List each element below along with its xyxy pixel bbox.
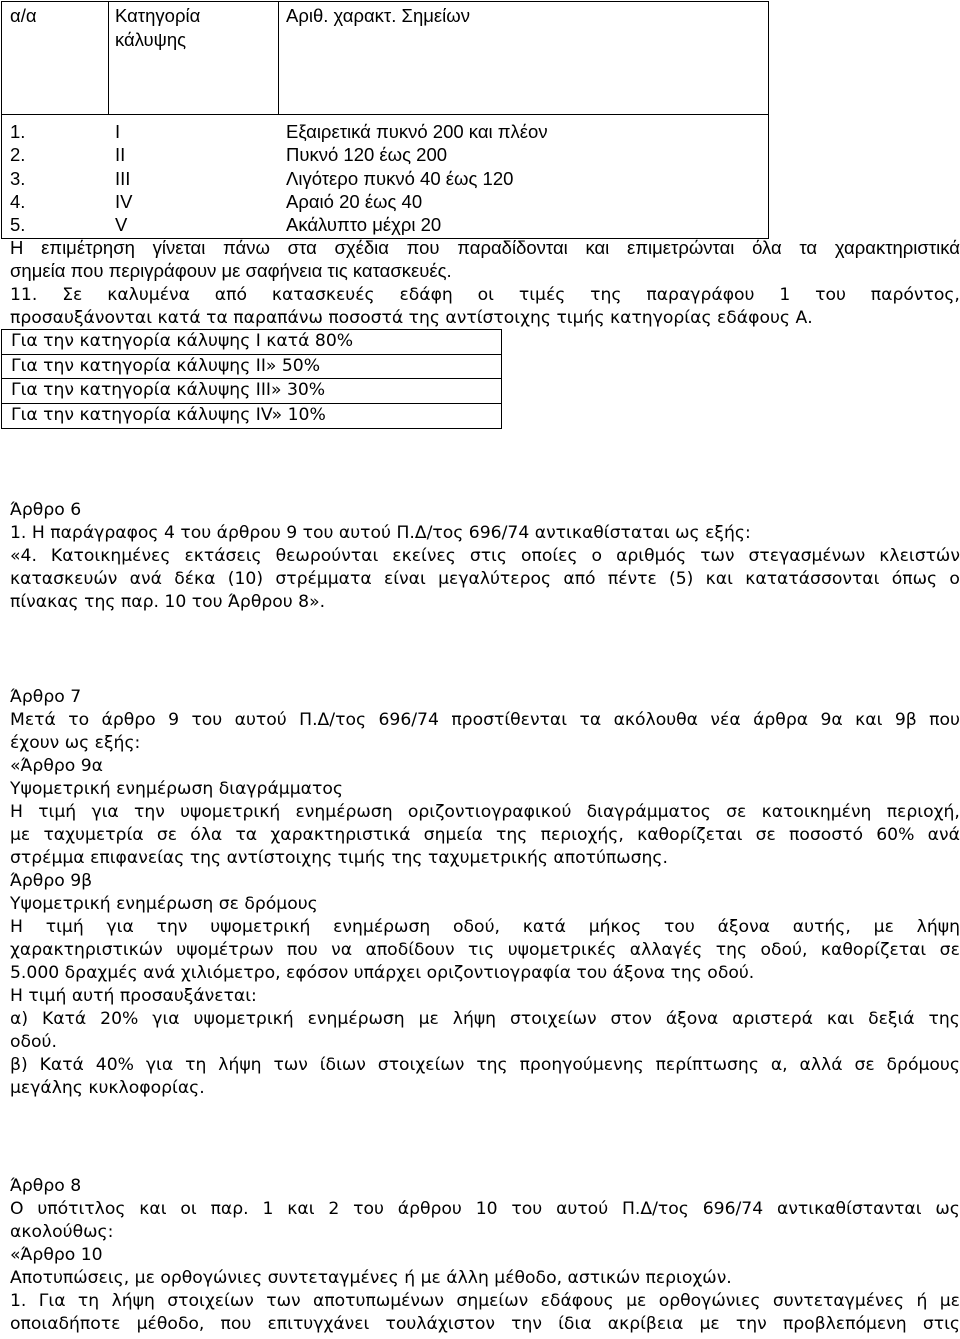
word: κλειστών xyxy=(879,546,960,566)
word: κατασκευών xyxy=(10,569,118,589)
word: μέθοδο, xyxy=(136,1314,205,1334)
word: ακρίβεια xyxy=(607,1314,684,1334)
word: τα xyxy=(579,710,602,730)
word: και xyxy=(585,237,610,258)
word: Για xyxy=(38,1291,66,1311)
word: κατατάσσονται xyxy=(745,569,880,589)
word: λήψη xyxy=(916,917,960,937)
word: 60% xyxy=(876,825,915,845)
word: στοιχείων xyxy=(510,1009,597,1029)
word: αριστερά xyxy=(732,1009,813,1029)
row-category: III xyxy=(115,167,131,189)
word: 2 xyxy=(328,1199,340,1219)
word: οριζοντιογραφικού xyxy=(407,802,572,822)
word: Κατά xyxy=(41,1009,87,1029)
word: χαρακτηριστικά xyxy=(834,237,960,258)
word: ο xyxy=(591,546,603,566)
surcharge-row: Για την κατηγορία κάλυψης III» 30% xyxy=(2,379,501,404)
word: προστίθενται xyxy=(451,710,568,730)
word: των xyxy=(266,1291,301,1311)
article-7-intro-line: έχουν ως εξής: xyxy=(10,733,141,753)
increase-intro: Η τιμή αυτή προσαυξάνεται: xyxy=(10,986,257,1006)
word: την xyxy=(156,917,188,937)
word: για xyxy=(145,1055,174,1075)
article-8 xyxy=(10,1175,960,1336)
word: παραδίδονται xyxy=(457,237,568,258)
word: επιμετρώνται xyxy=(626,237,735,258)
row-number: 2. xyxy=(10,144,26,166)
row-number: 5. xyxy=(10,214,26,235)
word: 9α xyxy=(820,710,843,730)
word: ενημέρωση xyxy=(333,917,431,937)
word: οδού, xyxy=(453,917,500,937)
word: 9β xyxy=(894,710,917,730)
word: οποιαδήποτε xyxy=(10,1314,121,1334)
word: και xyxy=(139,1199,167,1219)
word: του xyxy=(815,285,846,305)
article-9a-body-line: στρέμμα επιφανείας της αντίστοιχης τιμής της ταχυμετρικής αποτύπωσης. xyxy=(10,848,668,868)
measurement-note xyxy=(10,236,960,282)
word: ακόλουθα xyxy=(613,710,699,730)
word: του xyxy=(511,1199,543,1219)
word: οι xyxy=(477,285,494,305)
word: Κατά xyxy=(39,1055,84,1075)
word: αριθμός xyxy=(616,546,687,566)
word: Η xyxy=(10,802,23,822)
word: ταχυμετρία xyxy=(43,825,144,845)
row-number: 4. xyxy=(10,190,26,212)
word: παραγράφου xyxy=(646,285,755,305)
word: ποσοστό xyxy=(789,825,864,845)
word: τη xyxy=(185,1055,207,1075)
word: Π.Δ/τος xyxy=(621,1199,689,1219)
word: αυτής, xyxy=(792,917,851,937)
row-category: V xyxy=(115,214,128,235)
word: την xyxy=(511,1314,542,1334)
surcharge-row: Για την κατηγορία κάλυψης I κατά 80% xyxy=(2,330,501,355)
word: κατά xyxy=(522,917,566,937)
word: λήψη xyxy=(452,1009,497,1029)
word: προηγούμενης xyxy=(519,1055,644,1075)
article-10-title: «Άρθρο 10 xyxy=(10,1245,103,1265)
word: για xyxy=(152,1009,180,1029)
word: ως xyxy=(935,1199,960,1219)
word: σε xyxy=(156,825,178,845)
article-9a-title: «Άρθρο 9α xyxy=(10,756,103,776)
word: (10) xyxy=(227,569,264,589)
word: με xyxy=(699,1314,720,1334)
word: λήψη xyxy=(218,1055,262,1075)
row-description: Λιγότερο πυκνό 40 έως 120 xyxy=(286,167,514,189)
word: 10 xyxy=(475,1199,498,1219)
word: σημείων xyxy=(456,1291,529,1311)
word: παρ. xyxy=(210,1199,249,1219)
word: υψομετρική xyxy=(193,1009,294,1029)
word: των xyxy=(273,1055,308,1075)
word: δεξιά xyxy=(868,1009,915,1029)
word: περιοχή, xyxy=(886,802,960,822)
word: ορθογώνιες xyxy=(658,1291,761,1311)
word: την xyxy=(134,802,165,822)
word: και xyxy=(705,569,733,589)
word: τις xyxy=(468,940,495,960)
word: υψομέτρων xyxy=(176,940,274,960)
word: στα xyxy=(287,237,317,258)
word: Η xyxy=(10,917,23,937)
word: τουλάχιστον xyxy=(385,1314,495,1334)
paragraph-line: προσαυξάνονται κατά τα παραπάνω ποσοστά της αντίστοιχης τιμής κατηγορίας εδάφους Α. xyxy=(10,308,813,328)
word: για xyxy=(106,917,134,937)
word: καλυμένα xyxy=(107,285,190,305)
word: ίδια xyxy=(558,1314,592,1334)
word: καθορίζεται xyxy=(637,825,743,845)
word: κατασκευές xyxy=(271,285,375,305)
word: 1. xyxy=(10,1291,27,1311)
word: τη xyxy=(77,1291,100,1311)
word: της xyxy=(476,1055,508,1075)
word: υπότιτλος xyxy=(37,1199,126,1219)
word: και xyxy=(287,1199,315,1219)
word: οποίες xyxy=(520,546,578,566)
word: σε xyxy=(755,825,776,845)
word: ο xyxy=(949,569,960,589)
word: συντεταγμένες xyxy=(772,1291,905,1311)
word: όλα xyxy=(752,237,782,258)
word: 11. xyxy=(10,285,38,305)
word: Μετά xyxy=(10,710,56,730)
article-9b-title: Άρθρο 9β xyxy=(10,871,93,891)
article-10-subtitle: Αποτυπώσεις, με ορθογώνιες συντεταγμένες ή με άλλη μέθοδο, αστικών περιοχών. xyxy=(10,1268,732,1288)
word: εδάφους xyxy=(540,1291,614,1311)
word: που xyxy=(286,940,318,960)
word: της xyxy=(590,285,622,305)
word: άξονα xyxy=(665,1009,719,1029)
word: όλα xyxy=(190,825,223,845)
word: εδάφη xyxy=(399,285,453,305)
word: της xyxy=(928,1009,960,1029)
item-b-line: μεγάλης κυκλοφορίας. xyxy=(10,1078,205,1098)
word: παρόντος, xyxy=(870,285,960,305)
word: στρέμματα xyxy=(275,569,372,589)
word: τιμές xyxy=(518,285,566,305)
word: άξονα xyxy=(717,917,771,937)
description-column xyxy=(286,120,548,236)
word: 1 xyxy=(262,1199,274,1219)
word: Σε xyxy=(62,285,83,305)
word: κατοικημένη xyxy=(761,802,872,822)
row-category: II xyxy=(115,144,126,166)
word: αντικαθίστανται xyxy=(777,1199,922,1219)
word: είναι xyxy=(383,569,426,589)
article-6-line: 1. Η παράγραφος 4 του άρθρου 9 του αυτού Π.Δ/τος 696/74 αντικαθίσταται ως εξής: xyxy=(10,523,751,543)
word: περιοχής, xyxy=(540,825,624,845)
word: β) xyxy=(10,1055,28,1075)
word: με xyxy=(626,1291,647,1311)
word: προβλεπόμενη xyxy=(782,1314,907,1334)
word: στις xyxy=(922,1314,960,1334)
header-points: Αριθ. χαρακτ. Σημείων xyxy=(286,5,470,26)
article-6-title: Άρθρο 6 xyxy=(10,500,82,520)
article-7-title: Άρθρο 7 xyxy=(10,687,82,707)
word: στοιχείων xyxy=(377,1055,465,1075)
word: α, xyxy=(770,1055,788,1075)
article-6 xyxy=(10,499,960,614)
word: άρθρα xyxy=(753,710,809,730)
word: 20% xyxy=(100,1009,139,1029)
header-aa: α/α xyxy=(10,5,37,26)
word: να xyxy=(331,940,353,960)
article-8-intro-line: ακολούθως: xyxy=(10,1222,114,1242)
word: αποδίδουν xyxy=(365,940,455,960)
word: του xyxy=(353,1199,384,1219)
word: σε xyxy=(726,802,747,822)
word: περίπτωσης xyxy=(655,1055,759,1075)
word: ή xyxy=(916,1291,928,1311)
word: δρόμους xyxy=(886,1055,960,1075)
word: όπως xyxy=(891,569,938,589)
row-description: Αραιό 20 έως 40 xyxy=(286,190,423,212)
word: εκείνες xyxy=(392,546,456,566)
word: από xyxy=(214,285,247,305)
word: στον xyxy=(610,1009,652,1029)
word: αλλαγές xyxy=(629,940,703,960)
word: «4. xyxy=(10,546,37,566)
header-category-2: κάλυψης xyxy=(115,29,187,50)
word: και xyxy=(855,710,883,730)
surcharge-row: Για την κατηγορία κάλυψης IV» 10% xyxy=(11,404,326,425)
word: το xyxy=(68,710,90,730)
word: τιμή xyxy=(45,917,84,937)
word: πάνω xyxy=(223,237,270,258)
word: αυτού xyxy=(234,710,287,730)
row-description: Πυκνό 120 έως 200 xyxy=(286,144,448,166)
word: άρθρο xyxy=(101,710,156,730)
word: γίνεται xyxy=(152,237,206,258)
word: ανά xyxy=(927,825,960,845)
word: υψομετρική xyxy=(210,917,311,937)
number-column xyxy=(10,120,25,236)
word: μήκος xyxy=(588,917,642,937)
word: νέα xyxy=(710,710,741,730)
word: υψομετρική xyxy=(180,802,281,822)
word: 40% xyxy=(95,1055,134,1075)
row-number: 1. xyxy=(10,121,26,142)
word: για xyxy=(91,802,119,822)
word: τιμή xyxy=(38,802,77,822)
word: δέκα xyxy=(174,569,216,589)
word: εκτάσεις xyxy=(184,546,262,566)
word: ενημέρωση xyxy=(295,802,393,822)
article-8-title: Άρθρο 8 xyxy=(10,1176,82,1196)
article-9a-subtitle: Υψομετρική ενημέρωση διαγράμματος xyxy=(10,779,343,799)
row-category: I xyxy=(115,121,121,142)
word: στις xyxy=(469,546,507,566)
word: που xyxy=(220,1314,252,1334)
row-number: 3. xyxy=(10,167,26,189)
word: σημεία xyxy=(423,825,483,845)
word: οι xyxy=(180,1199,197,1219)
word: πέντε xyxy=(607,569,657,589)
word: και xyxy=(826,1009,855,1029)
word: σε xyxy=(854,1055,875,1075)
word: Ο xyxy=(10,1199,24,1219)
word: που xyxy=(406,237,440,258)
row-description: Εξαιρετικά πυκνό 200 και πλέον xyxy=(286,121,548,142)
article-7 xyxy=(10,686,960,1100)
word: με xyxy=(418,1009,439,1029)
row-category: IV xyxy=(115,190,133,212)
word: χαρακτηριστικών xyxy=(10,940,163,960)
article-6-body-line: πίνακας της παρ. 10 του Άρθρου 8». xyxy=(10,592,326,612)
word: της xyxy=(715,940,748,960)
word: στεγασμένων xyxy=(748,546,866,566)
word: άρθρου xyxy=(397,1199,462,1219)
word: οδού, xyxy=(760,940,808,960)
word: υψομετρικές xyxy=(507,940,617,960)
word: αποτυπωμένων xyxy=(312,1291,445,1311)
paragraph-11 xyxy=(10,284,960,330)
article-9b-subtitle: Υψομετρική ενημέρωση σε δρόμους xyxy=(10,894,318,914)
word: 9 xyxy=(168,710,180,730)
header-category: Κατηγορία xyxy=(115,5,201,26)
word: θεωρούνται xyxy=(275,546,379,566)
word: ενημέρωση xyxy=(307,1009,405,1029)
word: στοιχείων xyxy=(167,1291,254,1311)
word: σχέδια xyxy=(334,237,389,258)
word: με xyxy=(873,917,894,937)
word: 1 xyxy=(779,285,791,305)
word: Π.Δ/τος xyxy=(299,710,367,730)
word: μεγαλύτερος xyxy=(438,569,552,589)
word: με xyxy=(939,1291,960,1311)
coverage-surcharge-table xyxy=(1,329,502,429)
word: της xyxy=(496,825,528,845)
word: 696/74 xyxy=(702,1199,764,1219)
word: 696/74 xyxy=(378,710,439,730)
word: τα xyxy=(235,825,258,845)
word: επιμέτρηση xyxy=(41,237,135,258)
word: του xyxy=(191,710,223,730)
word: ίδιων xyxy=(319,1055,366,1075)
word: καθορίζεται xyxy=(820,940,927,960)
word: σε xyxy=(939,940,960,960)
word: από xyxy=(563,569,596,589)
category-column xyxy=(115,120,132,236)
note-line: σημεία που περιγράφουν με σαφήνεια τις κατασκευές. xyxy=(10,260,452,281)
word: που xyxy=(929,710,960,730)
word: με xyxy=(10,825,31,845)
word: επιτυγχάνει xyxy=(267,1314,370,1334)
word: Κατοικημένες xyxy=(50,546,171,566)
word: αυτού xyxy=(556,1199,609,1219)
word: του xyxy=(664,917,695,937)
word: των xyxy=(700,546,735,566)
item-a-line: οδού. xyxy=(10,1032,57,1052)
article-9b-body-line: 5.000 δραχμές ανά χιλιόμετρο, εφόσον υπάρχει οριζοντιογραφία του άξονα της οδού. xyxy=(10,963,755,983)
word: τα xyxy=(799,237,818,258)
word: αλλά xyxy=(799,1055,843,1075)
word: (5) xyxy=(669,569,694,589)
word: λήψη xyxy=(111,1291,155,1311)
surcharge-row: Για την κατηγορία κάλυψης II» 50% xyxy=(2,355,501,380)
word: ανά xyxy=(129,569,162,589)
word: διαγράμματος xyxy=(586,802,711,822)
word: χαρακτηριστικά xyxy=(270,825,411,845)
word: α) xyxy=(10,1009,29,1029)
row-description: Ακάλυπτο μέχρι 20 xyxy=(286,214,442,235)
word: την xyxy=(735,1314,767,1334)
word: Η xyxy=(10,237,24,258)
